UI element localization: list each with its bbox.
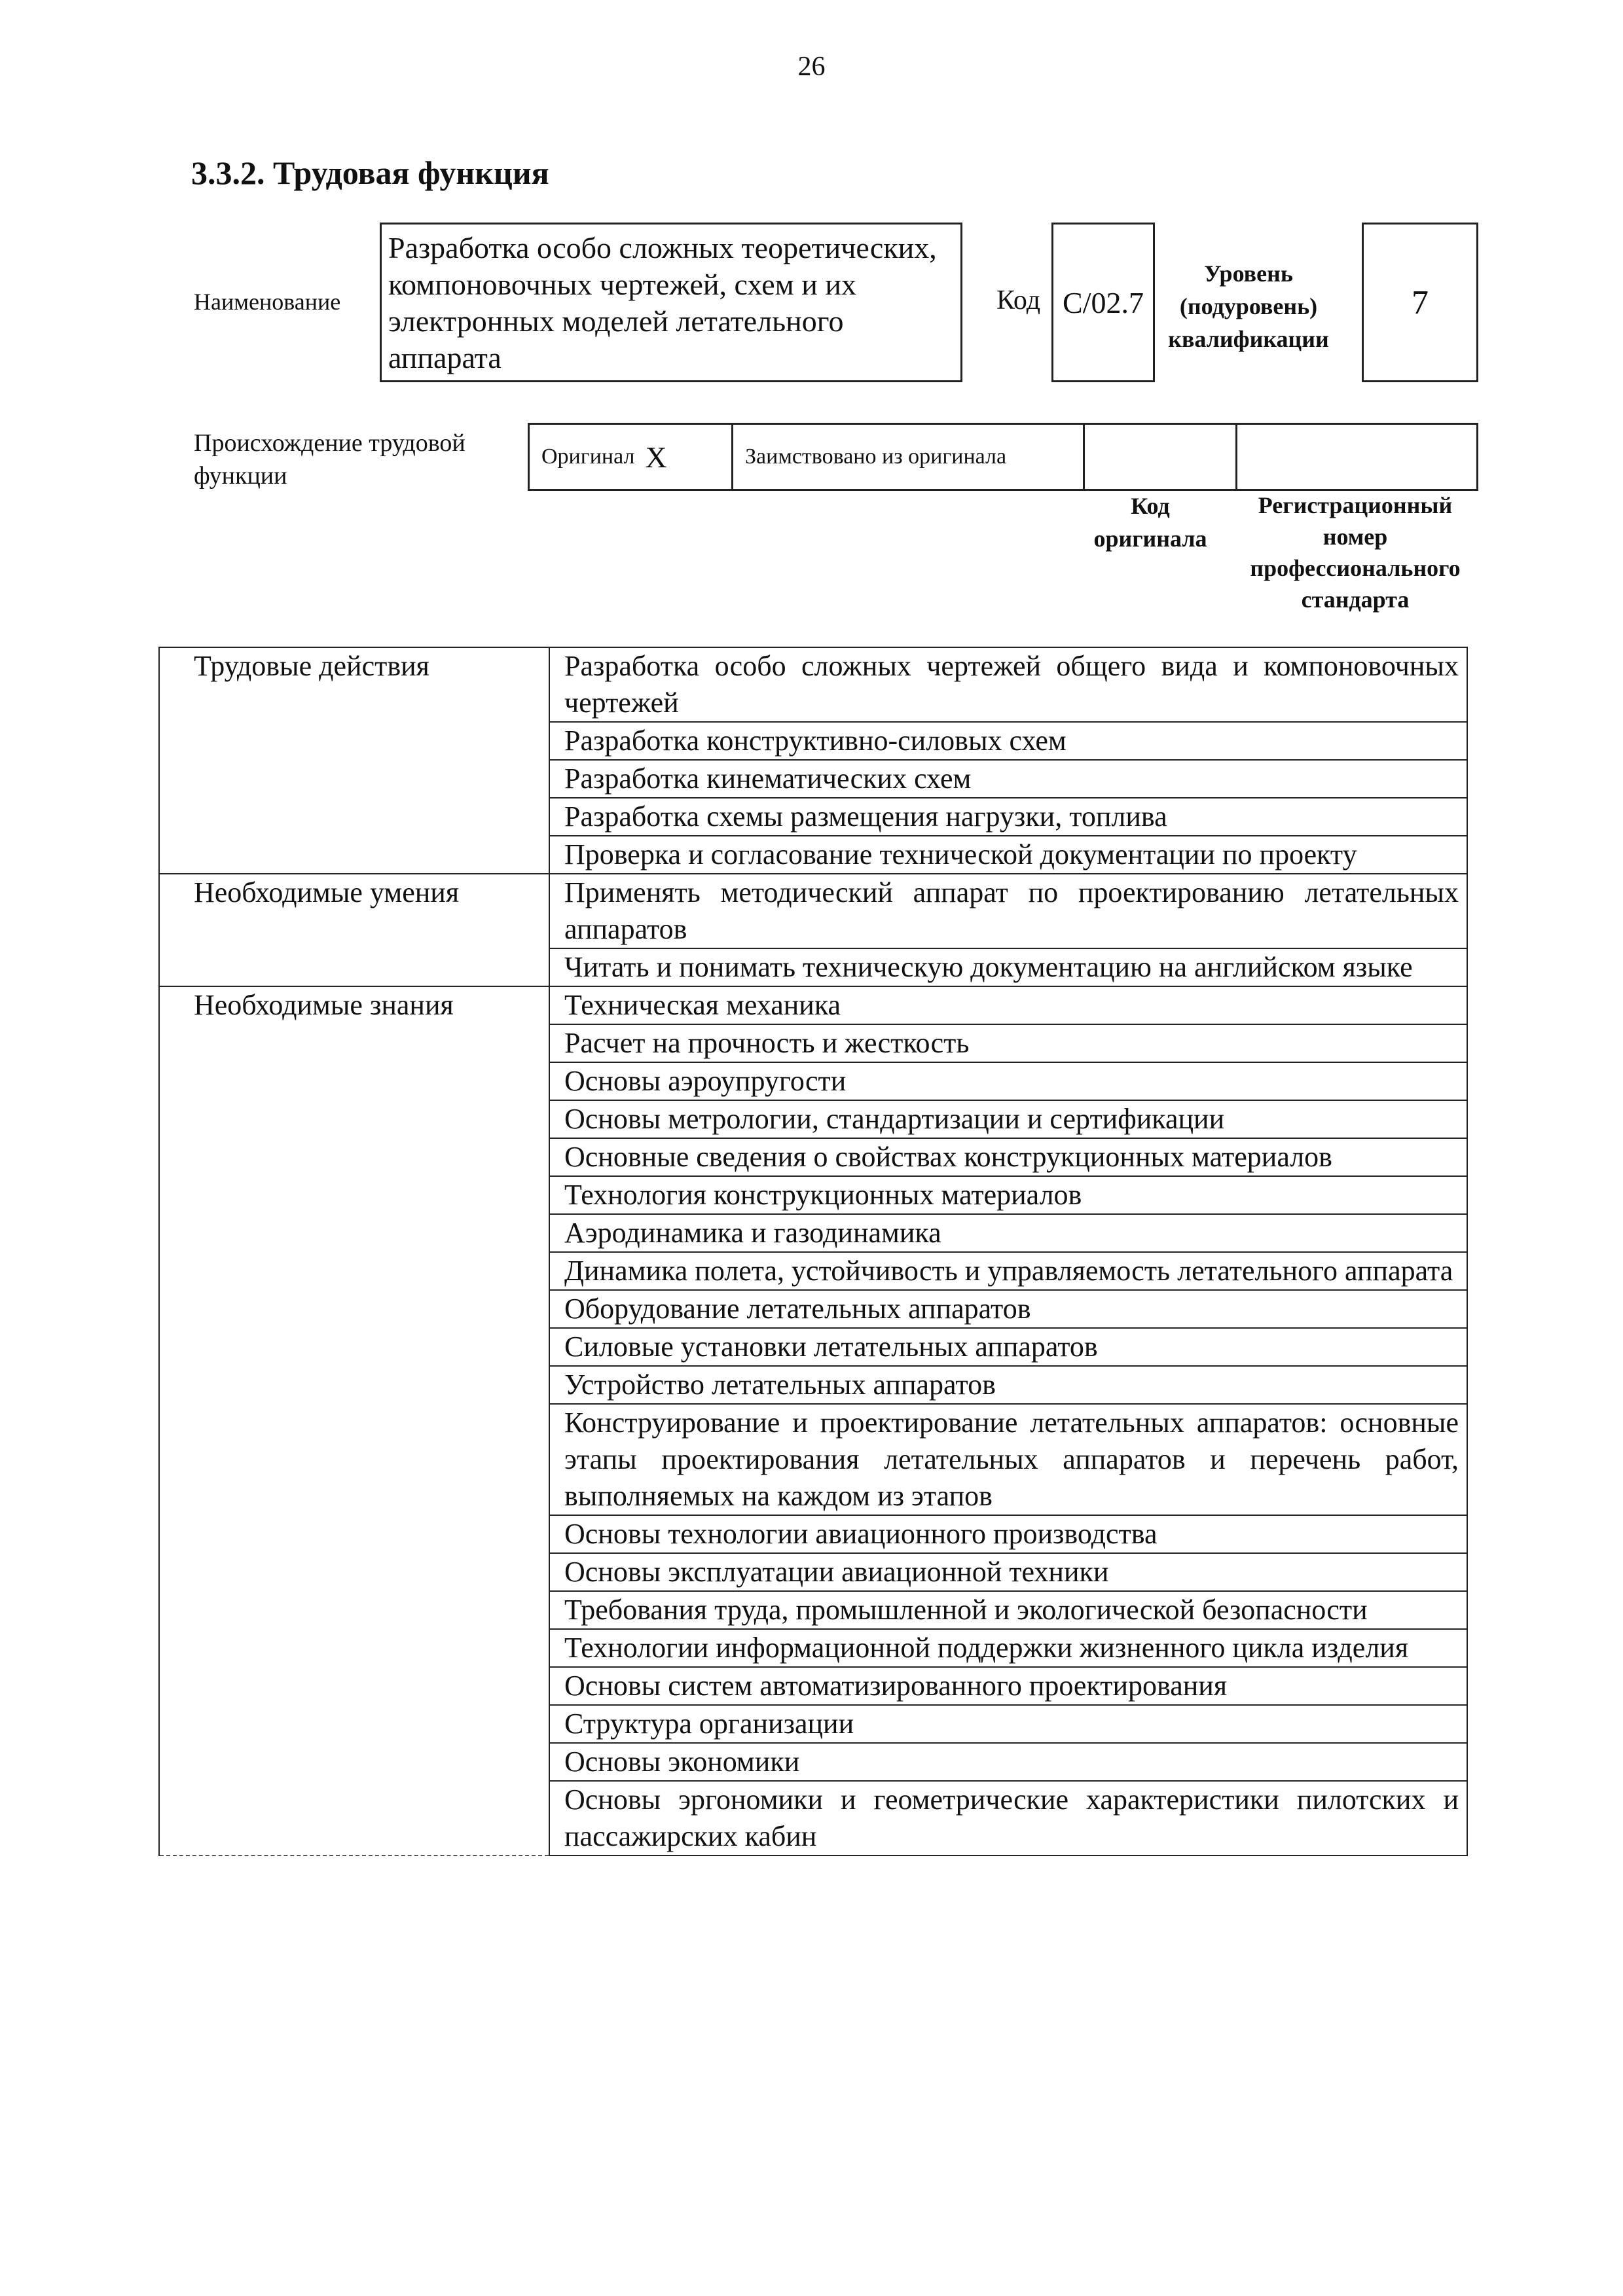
category-cell: Трудовые действия	[159, 647, 549, 874]
code-value: C/02.7	[1051, 223, 1155, 382]
item-cell: Основы эксплуатации авиационной техники	[549, 1553, 1467, 1591]
competency-table	[158, 647, 1468, 1856]
original-label: Оригинал	[541, 444, 635, 469]
item-cell: Разработка особо сложных чертежей общего вида и компоновочных чертежей	[549, 647, 1467, 722]
item-cell: Основы аэроупругости	[549, 1062, 1467, 1100]
reg-number-caption: Регистрационный номер профессионального стандарта	[1250, 492, 1461, 613]
name-label: Наименование	[194, 289, 341, 315]
code-original-caption: Код оригинала	[1093, 493, 1207, 552]
level-label: Уровень (подуровень) квалификации	[1168, 260, 1329, 352]
item-cell: Аэродинамика и газодинамика	[549, 1214, 1467, 1252]
item-cell: Читать и понимать техническую документацию на английском языке	[549, 948, 1467, 986]
item-cell: Основы экономики	[549, 1743, 1467, 1781]
item-cell: Оборудование летательных аппаратов	[549, 1290, 1467, 1328]
item-cell: Проверка и согласование технической документации по проекту	[549, 836, 1467, 874]
item-cell: Основы метрологии, стандартизации и сертификации	[549, 1100, 1467, 1138]
table-row	[159, 874, 1467, 948]
section-title: 3.3.2. Трудовая функция	[191, 154, 549, 191]
item-cell: Технология конструкционных материалов	[549, 1176, 1467, 1214]
origin-table	[528, 423, 1478, 491]
item-cell: Разработка кинематических схем	[549, 760, 1467, 798]
origin-borrowed-cell	[731, 423, 1085, 491]
item-cell: Требования труда, промышленной и экологической безопасности	[549, 1591, 1467, 1629]
item-cell: Основы систем автоматизированного проектирования	[549, 1667, 1467, 1705]
item-cell: Разработка схемы размещения нагрузки, топлива	[549, 798, 1467, 836]
origin-code-cell	[1083, 423, 1237, 491]
borrowed-label: Заимствовано из оригинала	[745, 444, 1007, 469]
original-mark: X	[645, 440, 667, 474]
item-cell: Технологии информационной поддержки жизненного цикла изделия	[549, 1629, 1467, 1667]
code-label: Код	[996, 285, 1041, 315]
category-cell: Необходимые знания	[159, 986, 549, 1856]
item-cell: Силовые установки летательных аппаратов	[549, 1328, 1467, 1366]
item-cell: Разработка конструктивно-силовых схем	[549, 722, 1467, 760]
category-cell: Необходимые умения	[159, 874, 549, 986]
page-number: 26	[797, 52, 826, 82]
item-cell: Динамика полета, устойчивость и управляемость летательного аппарата	[549, 1252, 1467, 1290]
item-cell: Техническая механика	[549, 986, 1467, 1024]
origin-label: Происхождение трудовой функции	[194, 429, 465, 490]
origin-original-cell	[528, 423, 733, 491]
item-cell: Расчет на прочность и жесткость	[549, 1024, 1467, 1062]
item-cell: Устройство летательных аппаратов	[549, 1366, 1467, 1404]
item-cell: Применять методический аппарат по проектированию летательных аппаратов	[549, 874, 1467, 948]
item-cell: Структура организации	[549, 1705, 1467, 1743]
item-cell: Конструирование и проектирование летательных аппаратов: основные этапы проектирования летательных аппаратов и перечень работ, выполняемых на каждом из этапов	[549, 1404, 1467, 1515]
table-row	[159, 986, 1467, 1024]
item-cell: Основные сведения о свойствах конструкционных материалов	[549, 1138, 1467, 1176]
name-value: Разработка особо сложных теоретических, компоновочных чертежей, схем и их электронных моделей летательного аппарата	[380, 223, 962, 382]
origin-regnum-cell	[1235, 423, 1478, 491]
item-cell: Основы технологии авиационного производства	[549, 1515, 1467, 1553]
level-value: 7	[1362, 223, 1478, 382]
item-cell: Основы эргономики и геометрические характеристики пилотских и пассажирских кабин	[549, 1781, 1467, 1856]
table-row	[159, 647, 1467, 722]
